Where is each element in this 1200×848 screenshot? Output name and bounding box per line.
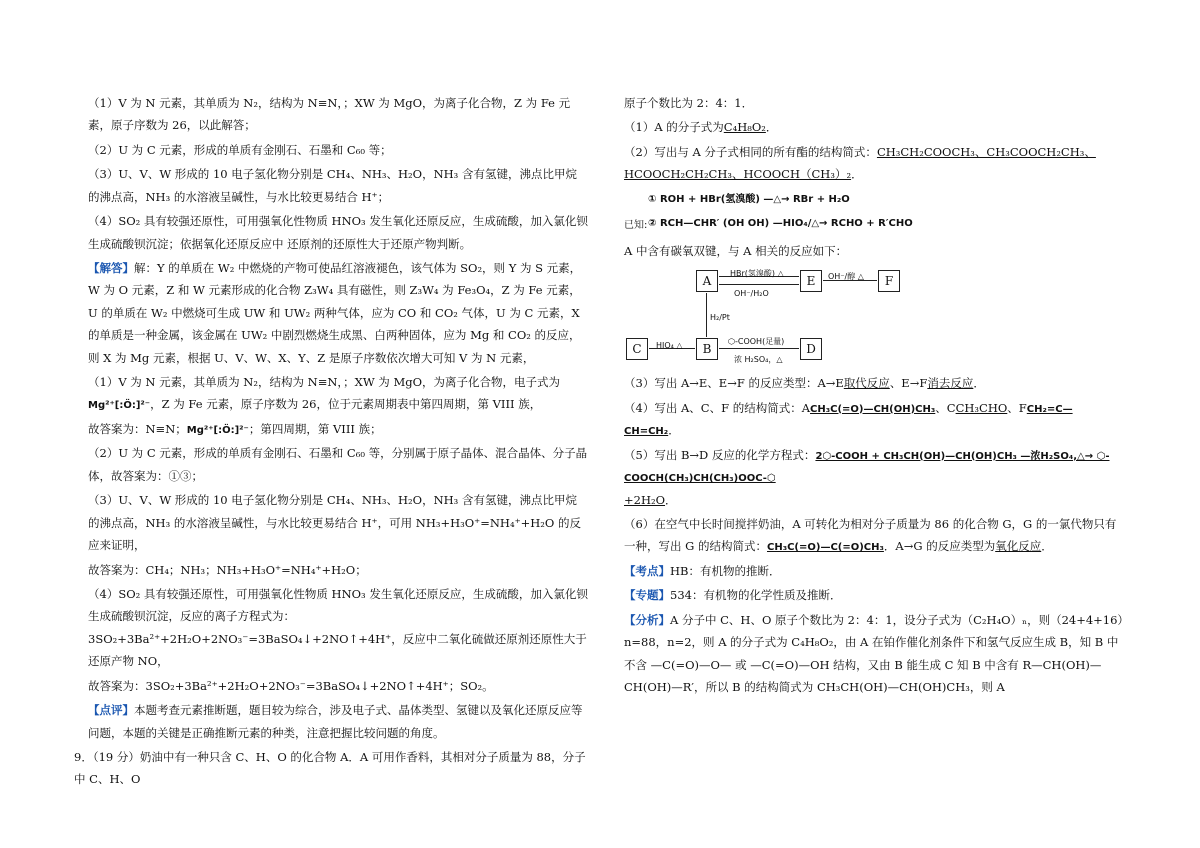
test-point — [624, 560, 1124, 582]
sub-question-1-text: （1）A 的分子式为 — [624, 120, 724, 135]
final-answer-1-tail: ；第四周期，第 VIII 族； — [248, 421, 382, 436]
ratio-line: 原子个数比为 2：4：1． — [624, 96, 754, 110]
sub-question-6-text: （6）在空气中长时间搅拌奶油，A 可转化为相对分子质量为 86 的化合物 G，G 的一氯代物只有一种，写出 G 的结构简式： — [624, 516, 1117, 554]
final-answer-1 — [88, 418, 588, 441]
sub-question-2-end: ． — [851, 167, 863, 182]
answer-esters: CH₃CH₂COOCH₃、CH₃COOCH₂CH₃、HCOOCH₂CH₂CH₃、HCOOCH（CH₃）₂ — [624, 144, 1096, 182]
right-column — [624, 92, 1124, 700]
analysis-text: A 分子中 C、H、O 原子个数比为 2：4：1，设分子式为（C₂H₄O）ₙ，则（24+4+16）n=88，n=2，则 A 的分子式为 C₄H₈O₂，由 A 在铂作催化剂条件下和氢气反应生成 B，知 B 中不含 —C(=O)—O— 或 —C(=O)—OH 结构，又由 B 能生成 C 知 B 中含有 R—CH(OH)—CH(OH)—R′，所以 B 的结构简式为 CH₃CH(OH)—CH(OH)CH₃，则 A — [624, 612, 1124, 694]
analysis-tag: 【分析】 — [624, 612, 670, 627]
sub-question-3-end: ． — [973, 376, 985, 391]
answer-reaction-type-3: 氧化反应 — [995, 539, 1042, 554]
para-1: （1）V 为 N 元素，其单质为 N₂，结构为 N≡N，；XW 为 MgO，为离子化合物，Z 为 Fe 元素，原子序数为 26，以此解答； — [88, 96, 571, 133]
sub-question-3-mid: 、E→F — [889, 376, 928, 391]
label-a-e: HBr(氢溴酸) △ — [730, 269, 784, 279]
question-9: 9．（19 分）奶油中有一种只含 C、H、O 的化合物 A．A 可用作香料，其相对分子质量为 88，分子中 C、H、O — [74, 749, 586, 787]
node-e: E — [800, 270, 822, 292]
label-b-d-1: ⬡-COOH(足量) — [728, 337, 785, 347]
answer-reaction-type-1: 取代反应 — [843, 376, 890, 391]
label-e-a: OH⁻/H₂O — [734, 289, 769, 299]
answer-structure-c: CH₃CHO — [955, 400, 1008, 415]
answer-1-tail: ，Z 为 Fe 元素，原子序数为 26，位于元素周期表中第四周期，第 VIII 族， — [150, 397, 542, 412]
analysis — [624, 609, 1124, 699]
answer-4: （4）SO₂ 具有较强还原性，可用强氧化性物质 HNO₃ 发生氧化还原反应，生成硫酸，加入氯化钡生成硫酸钡沉淀，反应的离子方程式为：3SO₂+3Ba²⁺+2H₂O+2NO₃⁻=3BaSO₄↓+2NO↑+4H⁺，反应中二氧化硫做还原剂还原性大于还原产物 NO， — [88, 587, 588, 669]
answer-formula-a: C₄H₈O₂ — [723, 120, 766, 135]
topic-tag: 【专题】 — [624, 588, 670, 603]
comment-section — [88, 699, 588, 744]
answer-structure-g: CH₃C(=O)—C(=O)CH₃ — [767, 542, 884, 554]
arrow-a-b — [706, 293, 707, 337]
arrow-e-a — [719, 284, 799, 285]
final-answer-1-text: 故答案为：N≡N； — [88, 421, 187, 436]
sub-question-3 — [624, 372, 1124, 394]
sub-question-4-c-label: 、C — [935, 400, 956, 415]
topic — [624, 584, 1124, 606]
sub-question-5-end: ． — [665, 492, 677, 507]
comment-text: 本题考查元素推断题，题目较为综合，涉及电子式、晶体类型、氢键以及氧化还原反应等问题，本题的关键是正确推断元素的种类，注意把握比较问题的角度。 — [88, 703, 583, 740]
para-4: （4）SO₂ 具有较强还原性，可用强氧化性物质 HNO₃ 发生氧化还原反应，生成硫酸，加入氯化钡生成硫酸钡沉淀；依据氧化还原反应中 还原剂的还原性大于还原产物判断。 — [88, 214, 588, 251]
node-c: C — [626, 338, 648, 360]
sub-question-6-mid: ．A→G 的反应类型为 — [883, 539, 996, 554]
answer-2: （2）U 为 C 元素，形成的单质有金刚石、石墨和 C₆₀ 等，分别属于原子晶体、混合晶体、分子晶体，故答案为：①③； — [88, 446, 588, 483]
node-d: D — [800, 338, 822, 360]
known-label: 已知: — [624, 219, 648, 231]
left-column — [74, 92, 588, 793]
answer-reaction-type-2: 消去反应 — [927, 376, 974, 391]
sub-question-5-text: （5）写出 B→D 反应的化学方程式： — [624, 447, 816, 462]
sub-question-5 — [624, 444, 1124, 511]
node-a: A — [696, 270, 718, 292]
topic-text: 534：有机物的化学性质及推断． — [670, 588, 842, 603]
sub-question-4-end: ． — [668, 423, 680, 438]
sub-question-2 — [624, 141, 1124, 186]
answer-structure-f: CH₂=C—CH=CH₂ — [624, 403, 1073, 438]
label-e-f: OH⁻/醇 △ — [828, 272, 864, 282]
answer-1-text: （1）V 为 N 元素，其单质为 N₂，结构为 N≡N，；XW 为 MgO，为离子化合物，电子式为 — [88, 375, 561, 390]
node-b: B — [696, 338, 718, 360]
label-a-b: H₂/Pt — [710, 313, 730, 323]
known-reaction-2: ② RCH—CHR′ (OH OH) —HIO₄/△→ RCHO + R′CHO — [648, 217, 913, 229]
answer-3: （3）U、V、W 形成的 10 电子氢化物分别是 CH₄、NH₃、H₂O，NH₃ 含有氢键，沸点比甲烷的沸点高，NH₃ 的水溶液呈碱性，与水比较更易结合 H⁺，可用 NH₃+H₃O⁺=NH₄⁺+H₂O 的反应来证明， — [88, 493, 582, 553]
node-f: F — [878, 270, 900, 292]
sub-question-4-f-label: 、F — [1007, 400, 1027, 415]
test-point-text: HB：有机物的推断． — [670, 563, 781, 578]
answer-equation: 2⬡-COOH + CH₃CH(OH)—CH(OH)CH₃ —浓H₂SO₄,△→ ⬡-COOCH(CH₃)CH(CH₃)OOC-⬡ — [624, 450, 1110, 485]
final-answer-4: 故答案为：3SO₂+3Ba²⁺+2H₂O+2NO₃⁻=3BaSO₄↓+2NO↑+4H⁺；SO₂。 — [88, 678, 494, 693]
electron-formula: Mg²⁺[:Ö:]²⁻ — [88, 400, 151, 412]
sub-question-4-text: （4）写出 A、C、F 的结构简式：A — [624, 400, 811, 415]
answer-text: 解：Y 的单质在 W₂ 中燃烧的产物可使品红溶液褪色，该气体为 SO₂，则 Y 为 S 元素，W 为 O 元素，Z 和 W 元素形成的化合物 Z₃W₄ 具有磁性，则 Z₃W₄ 为 Fe₃O₄，Z 为 Fe 元素，U 的单质在 W₂ 中燃烧可生成 UW 和 UW₂ 两种气体，应为 CO 和 CO₂ 气体，U 为 C 元素，X 的单质是一种金属，该金属在 UW₂ 中剧烈燃烧生成黑、白两种固体，应为 Mg 和 CO₂ 的反应，则 X 为 Mg 元素，根据 U、V、W、X、Y、Z 是原子序数依次增大可知 V 为 N 元素， — [88, 260, 582, 365]
answer-tag: 【解答】 — [88, 260, 134, 275]
final-answer-3: 故答案为：CH₄；NH₃；NH₃+H₃O⁺=NH₄⁺+H₂O； — [88, 562, 367, 577]
known-reactions — [624, 188, 1124, 240]
known-reaction-1: ① ROH + HBr(氢溴酸) —△→ RBr + H₂O — [648, 193, 850, 205]
para-2: （2）U 为 C 元素，形成的单质有金刚石、石墨和 C₆₀ 等； — [88, 142, 392, 157]
sub-question-3-text: （3）写出 A→E、E→F 的反应类型：A→E — [624, 376, 844, 391]
sub-question-6-end: ． — [1041, 539, 1053, 554]
sub-question-1 — [624, 116, 1124, 138]
sub-question-4 — [624, 397, 1124, 442]
answer-equation-water: +2H₂O — [624, 492, 666, 507]
flow-intro: A 中含有碳氧双键，与 A 相关的反应如下： — [624, 243, 848, 258]
sub-question-2-text: （2）写出与 A 分子式相同的所有酯的结构简式： — [624, 144, 877, 159]
comment-tag: 【点评】 — [88, 703, 134, 718]
answer-1 — [88, 371, 588, 416]
para-3: （3）U、V、W 形成的 10 电子氢化物分别是 CH₄、NH₃、H₂O，NH₃ 含有氢键，沸点比甲烷的沸点高，NH₃ 的水溶液呈碱性，与水比较更易结合 H⁺； — [88, 167, 577, 204]
answer-structure-a: CH₃C(=O)—CH(OH)CH₃ — [810, 403, 936, 415]
electron-formula-2: Mg²⁺[:Ö:]²⁻ — [186, 424, 249, 436]
sub-question-1-end: ． — [765, 120, 778, 135]
label-b-c: HIO₄ △ — [656, 341, 683, 351]
answer-section — [88, 257, 588, 369]
sub-question-6 — [624, 513, 1124, 558]
label-b-d-2: 浓 H₂SO₄，△ — [734, 355, 783, 365]
reaction-flow-diagram — [624, 266, 1124, 366]
test-point-tag: 【考点】 — [624, 563, 670, 578]
